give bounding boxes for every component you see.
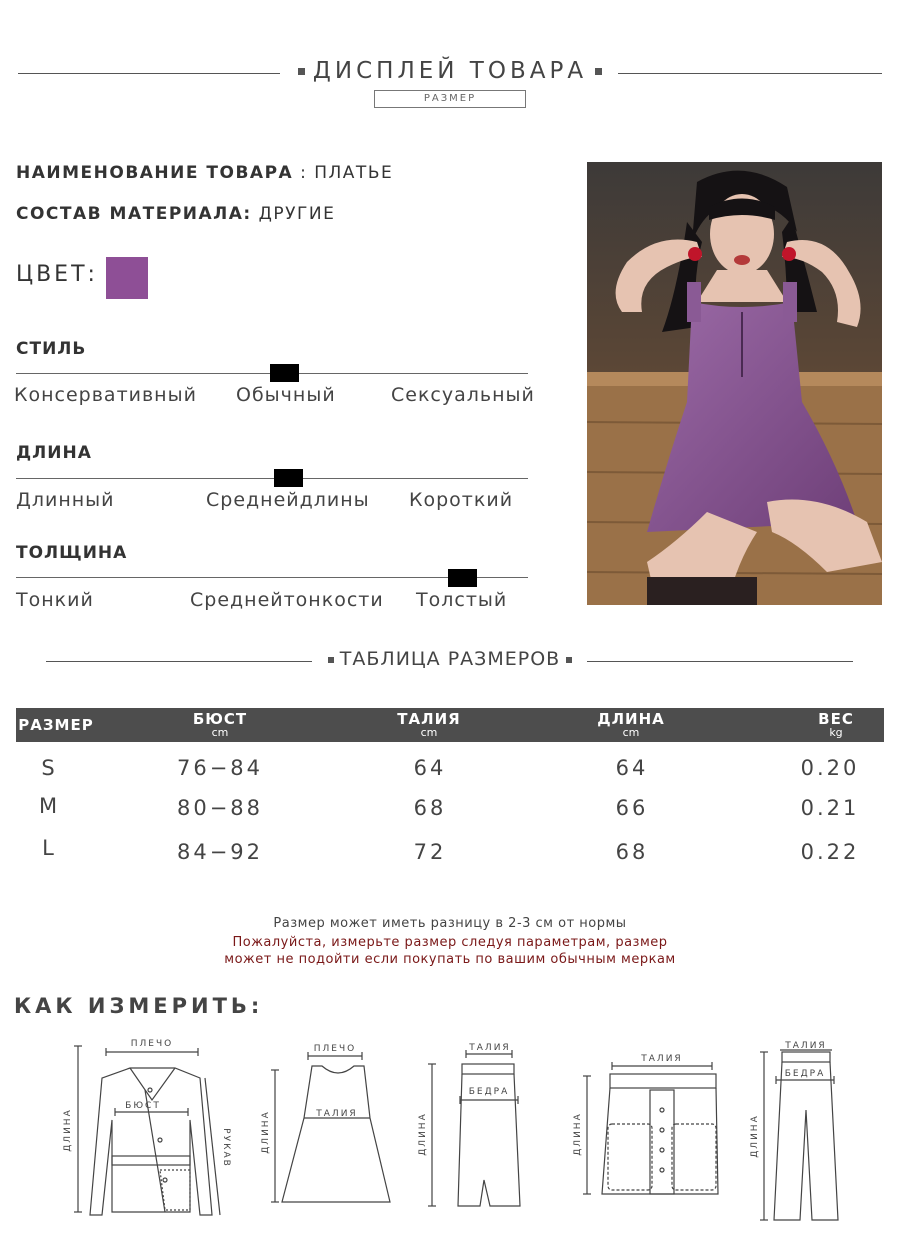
page-title-text: ДИСПЛЕЙ ТОВАРА: [312, 58, 588, 84]
header-size: [16, 717, 96, 733]
material-row: [16, 204, 335, 224]
scale-line-length: [16, 478, 528, 479]
jacket-sleeve-label: РУКАВ: [221, 1128, 231, 1168]
pants-hips-label: БЕДРА: [784, 1069, 826, 1079]
product-name-label: НАИМЕНОВАНИЕ ТОВАРА: [16, 163, 294, 183]
row-l-bust: 84−92: [176, 840, 264, 864]
jacket-diagram: [74, 1046, 220, 1215]
pants-length-label: ДЛИНА: [750, 1114, 760, 1158]
shorts-length-label: ДЛИНА: [573, 1112, 583, 1156]
page-title: [0, 58, 900, 84]
row-l-waist: 72: [413, 840, 447, 864]
dress-waist-label: ТАЛИЯ: [316, 1109, 358, 1119]
jacket-shoulder-label: ПЛЕЧО: [130, 1039, 174, 1049]
row-l-length: 68: [615, 840, 649, 864]
row-m-bust: 80−88: [176, 796, 264, 820]
scale-marker-length: [274, 469, 303, 487]
scale-title-thickness: ТОЛЩИНА: [16, 543, 128, 563]
row-s-weight: 0.20: [800, 756, 860, 780]
header-waist: [379, 711, 479, 739]
header-weight: [786, 711, 886, 739]
table-title-dot-right: [566, 657, 572, 663]
scale-label-medium-length: Среднейдлины: [206, 489, 370, 511]
scale-label-normal: Обычный: [236, 384, 336, 406]
scale-label-sexy: Сексуальный: [391, 384, 535, 406]
row-s-length: 64: [615, 756, 649, 780]
product-name-value: : ПЛАТЬЕ: [300, 163, 394, 183]
row-l-size: L: [42, 836, 54, 860]
title-dot-right: [595, 68, 602, 75]
header-bust-label: БЮСТ: [192, 710, 248, 728]
scale-label-long: Длинный: [16, 489, 115, 511]
product-photo-illustration: [587, 162, 882, 605]
scale-label-short: Короткий: [409, 489, 514, 511]
measure-warning-line1: Пожалуйста, измерьте размер следуя параметрам, размер: [232, 935, 668, 950]
table-title-dot-left: [328, 657, 334, 663]
row-s-waist: 64: [413, 756, 447, 780]
scale-marker-thickness: [448, 569, 477, 587]
row-m-waist: 68: [413, 796, 447, 820]
row-s-bust: 76−84: [176, 756, 264, 780]
shorts-diagram: [583, 1062, 718, 1194]
skirt-hips-label: БЕДРА: [468, 1087, 510, 1097]
material-value: ДРУГИЕ: [258, 204, 336, 224]
size-table-title: [0, 648, 900, 670]
header-weight-unit: kg: [829, 726, 843, 739]
row-s-size: S: [41, 756, 55, 780]
jacket-bust-label: БЮСТ: [125, 1101, 161, 1111]
skirt-length-label: ДЛИНА: [418, 1112, 428, 1156]
header-length: [581, 711, 681, 739]
scale-marker-style: [270, 364, 299, 382]
measurement-diagrams: [0, 1030, 900, 1254]
product-name-row: [16, 163, 393, 183]
page-subtitle: РАЗМЕР: [374, 90, 526, 108]
scale-title-style: СТИЛЬ: [16, 339, 87, 359]
header-length-unit: cm: [622, 726, 640, 739]
scale-label-thick: Толстый: [416, 589, 508, 611]
scale-label-medium-thickness: Среднейтонкости: [190, 589, 384, 611]
dress-diagram: [271, 1052, 390, 1202]
material-label: СОСТАВ МАТЕРИАЛА:: [16, 204, 252, 224]
header-weight-label: ВЕС: [818, 710, 854, 728]
row-m-size: M: [38, 794, 58, 818]
scale-label-conservative: Консервативный: [14, 384, 197, 406]
pants-waist-label: ТАЛИЯ: [785, 1041, 827, 1051]
header-length-label: ДЛИНА: [597, 710, 665, 728]
dress-length-label: ДЛИНА: [261, 1110, 271, 1154]
header-waist-unit: cm: [420, 726, 438, 739]
row-l-weight: 0.22: [800, 840, 860, 864]
color-label: ЦВЕТ:: [16, 262, 98, 287]
product-photo: [587, 162, 882, 605]
skirt-waist-label: ТАЛИЯ: [469, 1043, 511, 1053]
measure-warning-line2: может не подойти если покупать по вашим обычным меркам: [224, 952, 676, 967]
color-swatch: [106, 257, 148, 299]
size-table-title-text: ТАБЛИЦА РАЗМЕРОВ: [339, 648, 561, 670]
header-bust-unit: cm: [211, 726, 229, 739]
row-m-weight: 0.21: [800, 796, 860, 820]
shorts-waist-label: ТАЛИЯ: [641, 1054, 683, 1064]
header-bust: [170, 711, 270, 739]
how-to-measure-title: КАК ИЗМЕРИТЬ:: [14, 994, 264, 1018]
size-note: Размер может иметь разницу в 2-3 см от нормы: [273, 916, 627, 931]
dress-shoulder-label: ПЛЕЧО: [313, 1044, 357, 1054]
row-m-length: 66: [615, 796, 649, 820]
header-size-label: РАЗМЕР: [18, 716, 94, 734]
jacket-length-label: ДЛИНА: [63, 1108, 73, 1152]
scale-title-length: ДЛИНА: [16, 443, 92, 463]
size-table-header: [16, 708, 884, 742]
title-dot-left: [298, 68, 305, 75]
header-waist-label: ТАЛИЯ: [397, 710, 461, 728]
scale-label-thin: Тонкий: [16, 589, 94, 611]
skirt-diagram: [428, 1050, 520, 1206]
